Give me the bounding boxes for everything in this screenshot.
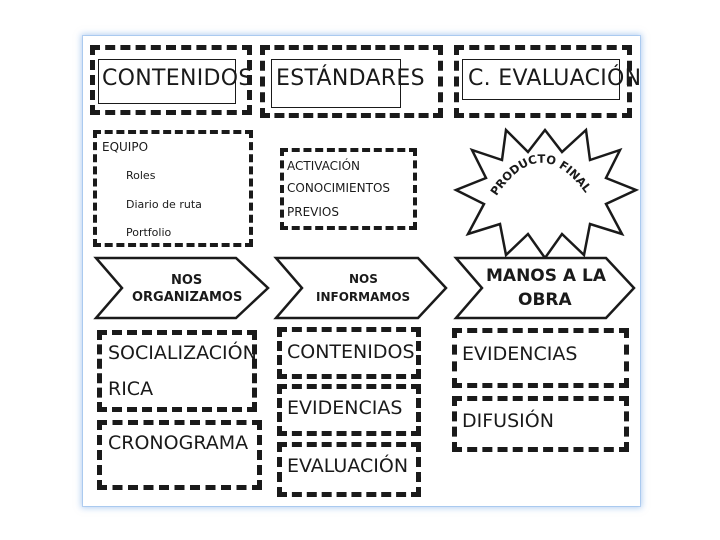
producto-final-burst [456, 130, 636, 258]
cronograma-box [97, 420, 262, 490]
socializacion-label: SOCIALIZACIÓN [108, 342, 257, 364]
equipo-item-diario: Diario de ruta [126, 198, 202, 211]
difusion-label: DIFUSIÓN [462, 410, 554, 432]
equipo-item-roles: Roles [126, 169, 156, 182]
activacion-line-1: ACTIVACIÓN [287, 159, 361, 173]
arrow-manos-line-2: OBRA [518, 290, 572, 310]
producto-final-label: PRODUCTO FINAL [487, 151, 595, 198]
arrow-informamos-line-1: NOS [349, 272, 378, 286]
evidencias-label-col2: EVIDENCIAS [287, 397, 403, 419]
activacion-line-2: CONOCIMIENTOS [287, 181, 391, 195]
arrow-organizamos [96, 258, 268, 318]
arrow-organizamos-line-1: NOS [171, 273, 203, 288]
arrow-informamos-line-2: INFORMAMOS [316, 290, 411, 304]
contenidos-label: CONTENIDOS [287, 341, 415, 363]
arrow-organizamos-line-2: ORGANIZAMOS [132, 290, 243, 305]
header-contenidos-label: CONTENIDOS [102, 66, 253, 91]
arrow-manos-line-1: MANOS A LA [486, 266, 606, 286]
evidencias-label-col3: EVIDENCIAS [462, 343, 578, 365]
arrow-informamos [276, 258, 446, 318]
activacion-line-3: PREVIOS [287, 205, 339, 219]
rica-label: RICA [108, 378, 154, 400]
equipo-title: EQUIPO [102, 140, 149, 154]
cronograma-label: CRONOGRAMA [108, 432, 249, 454]
header-evaluacion-label: C. EVALUACIÓN [468, 66, 642, 91]
header-estandares-label: ESTÁNDARES [276, 66, 425, 91]
equipo-item-portfolio: Portfolio [126, 226, 172, 239]
evaluacion-label: EVALUACIÓN [287, 455, 409, 477]
